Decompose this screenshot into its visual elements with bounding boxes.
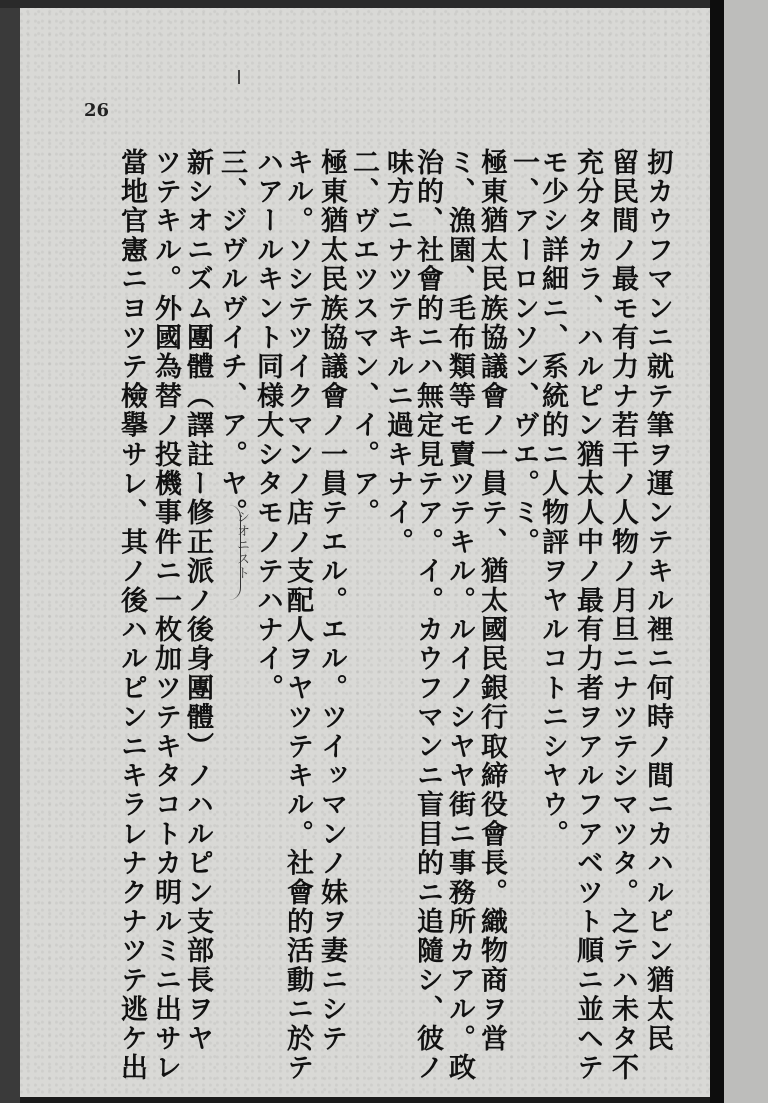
scan-top-edge — [0, 0, 768, 8]
text-column-4: モ少シ詳細ニ、系統的ニ人物評ヲヤルコトニシヤウ。 — [537, 148, 568, 849]
text-column-16: ツテキル。外國為替ノ投機事件ニ一枚加ツテキタコトカ明ルミニ出サレ — [150, 148, 181, 1083]
scan-left-edge — [0, 0, 20, 1103]
text-column-10: 二、ヴエツスマン、イ。ア。 — [348, 148, 379, 528]
text-column-15: 新シオニズム團體（譯註ー修正派ノ後身團體）ノハルピン支部長ヲヤ — [182, 148, 213, 1054]
text-column-6: 極東猶太民族協議會ノ一員テ、猶太國民銀行取締役會長。織物商ヲ営 — [476, 148, 507, 1054]
text-column-13: ハアールキント同様大シタモノテハナイ。 — [252, 148, 283, 703]
text-column-2: 留民間ノ最モ有力ナ若干ノ人物ノ月旦ニナツテシマツタ。之テハ未タ不 — [607, 148, 638, 1083]
text-column-3: 充分タカラ、ハルピン猶太人中ノ最有力者ヲアルフアベツト順ニ並ヘテ — [572, 148, 603, 1083]
text-column-5: 一、アーロンソン、ヴエ。ミ。 — [508, 148, 539, 557]
text-column-1: 扨カウフマンニ就テ筆ヲ運ンテキル裡ニ何時ノ間ニカハルピン猶太民 — [642, 148, 673, 1054]
text-column-14: 三、ジヴルヴイチ、ア。ヤ。 — [216, 148, 247, 528]
text-column-7: ミ、漁園、毛布類等モ賣ツテキル。ルイノシヤヤ街ニ事務所カアル。政 — [444, 148, 475, 1083]
handwritten-annotation: シオニスト — [234, 510, 249, 580]
adjacent-page-edge — [724, 0, 768, 1103]
text-column-11: 極東猶太民族協議會ノ一員テエル。エル。ツイッマンノ妹ヲ妻ニシテ — [316, 148, 347, 1054]
page-number: 26 — [84, 100, 110, 121]
text-column-17: 當地官憲ニヨツテ檢擧サレ、其ノ後ハルピンニキラレナクナツテ逃ケ出 — [116, 148, 147, 1083]
book-gutter — [710, 0, 724, 1103]
text-column-12: キル。ソシテツイクマンノ店ノ支配人ヲヤツテキル。社會的活動ニ於テ — [282, 148, 313, 1083]
margin-mark — [238, 70, 240, 84]
text-column-8: 治的、社會的ニハ無定見テア。イ。カウフマンニ盲目的ニ追隨シ、彼ノ — [412, 148, 443, 1083]
text-column-9: 味方ニナツテキルニ過キナイ。 — [382, 148, 413, 557]
